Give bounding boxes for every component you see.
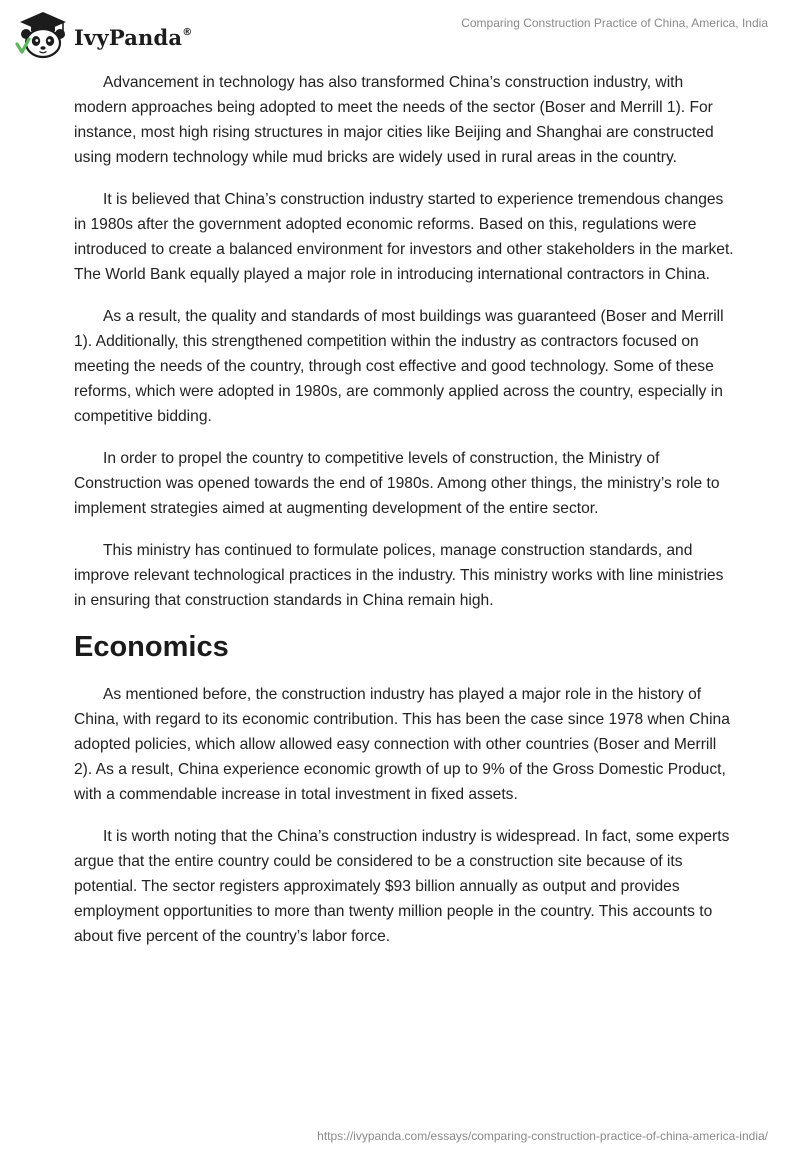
logo-wordmark: IvyPanda® — [74, 24, 193, 50]
paragraph: This ministry has continued to formulate polices, manage construction standards, and improve relevant technological practices in the industry. This ministry works with line ministries in ensuring that construction standards in China remain high. — [74, 542, 724, 609]
paragraph: It is believed that China’s construction industry started to experience tremendous changes in 1980s after the government adopted economic reforms. Based on this, regulations were introduced to create a balanced environment for investors and other stakeholders in the market. The World Bank equally played a major role in introducing international contractors in China. — [74, 191, 734, 283]
paragraph: In order to propel the country to competitive levels of construction, the Ministry of Construction was opened towards the end of 1980s. Among other things, the ministry’s role to implement strategies aimed at augmenting development of the entire sector. — [74, 450, 720, 517]
paragraph: As mentioned before, the construction industry has played a major role in the history of China, with regard to its economic contribution. This has been the case since 1978 when China adopted policies, which allow allowed easy connection with other countries (Boser and Merrill 2). As a result, China experience economic growth of up to 9% of the Gross Domestic Product, with a commendable increase in total investment in fixed assets. — [74, 686, 730, 803]
essay-content — [74, 70, 734, 966]
paragraph: It is worth noting that the China’s construction industry is widespread. In fact, some experts argue that the entire country could be considered to be a construction site because of its potential. The sector registers approximately $93 billion annually as output and provides employment opportunities to more than twenty million people in the country. This accounts to about five percent of the country’s labor force. — [74, 828, 730, 945]
panda-graduate-icon — [14, 8, 72, 60]
ivypanda-logo[interactable] — [14, 8, 192, 60]
paragraph: Advancement in technology has also transformed China’s construction industry, with modern approaches being adopted to meet the needs of the sector (Boser and Merrill 1). For instance, most high rising structures in major cities like Beijing and Shanghai are constructed using modern technology while mud bricks are widely used in rural areas in the country. — [74, 74, 714, 166]
source-url[interactable]: https://ivypanda.com/essays/comparing-construction-practice-of-china-america-india/ — [317, 1129, 768, 1143]
page-header — [0, 0, 800, 70]
registered-mark: ® — [182, 26, 193, 38]
paragraph: As a result, the quality and standards of most buildings was guaranteed (Boser and Merrill 1). Additionally, this strengthened competition within the industry as contractors focused on meeting the needs of the country, through cost effective and good technology. Some of these reforms, which were adopted in 1980s, are commonly applied across the country, especially in competitive bidding. — [74, 308, 724, 425]
section-heading-economics: Economics — [74, 631, 229, 663]
document-title: Comparing Construction Practice of China, America, India — [461, 16, 768, 30]
